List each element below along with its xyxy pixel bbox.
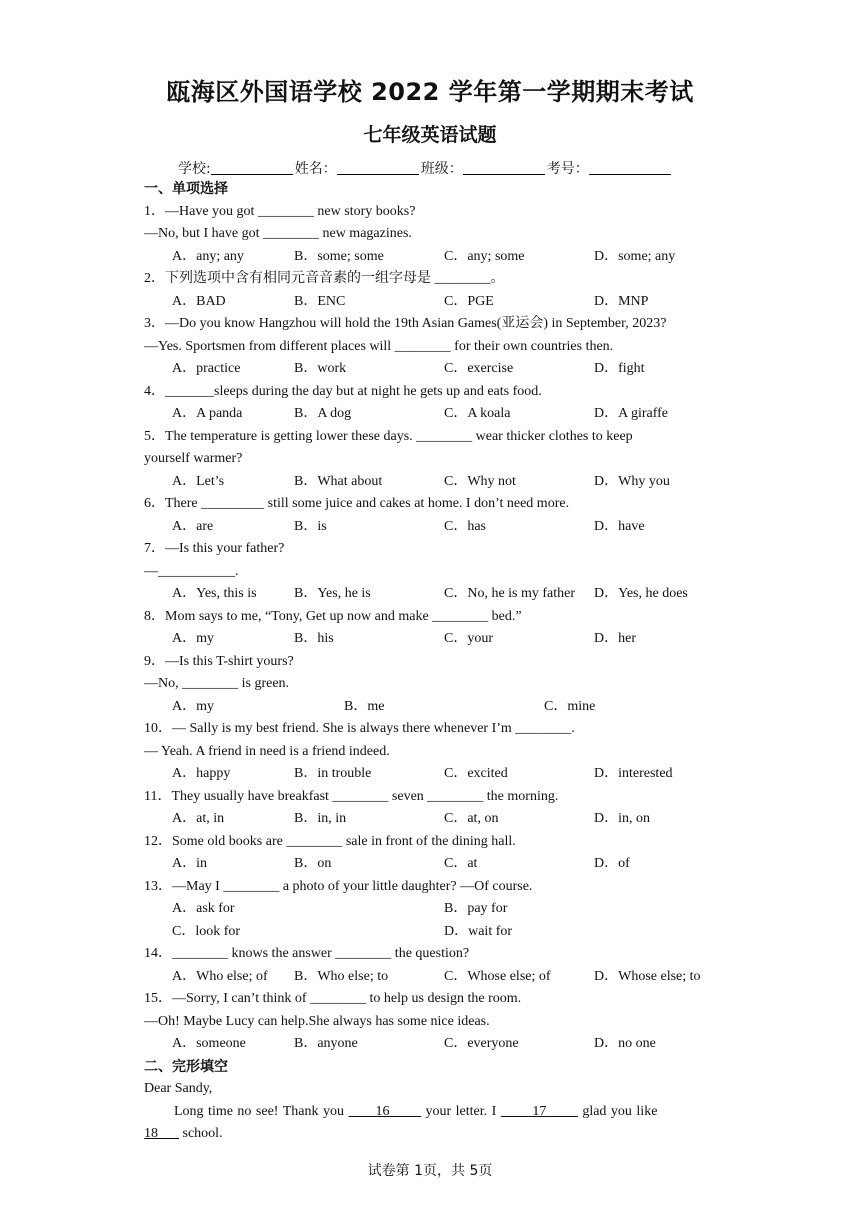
cloze-text: glad you like bbox=[582, 1103, 658, 1119]
cloze-paragraph-line bbox=[144, 1123, 724, 1146]
option-b[interactable]: B．his bbox=[294, 631, 334, 646]
question-text: 9．—Is this T-shirt yours? bbox=[144, 653, 294, 669]
question-text: 10．— Sally is my best friend. She is always there whenever I’m ________. bbox=[144, 721, 575, 736]
question-text: 2．下列选项中含有相同元音音素的一组字母是 ________。 bbox=[144, 271, 505, 286]
options-row bbox=[144, 358, 724, 381]
cloze-text: Long time no see! Thank you bbox=[174, 1103, 344, 1119]
option-c[interactable]: C．your bbox=[444, 631, 493, 646]
option-a[interactable]: A．BAD bbox=[172, 293, 226, 309]
option-d[interactable]: D．some; any bbox=[594, 248, 676, 264]
letter-greeting: Dear Sandy, bbox=[144, 1081, 213, 1096]
question-text: — Yeah. A friend in need is a friend indeed. bbox=[144, 743, 390, 759]
option-c[interactable]: C．exercise bbox=[444, 361, 514, 376]
option-c[interactable]: C．any; some bbox=[444, 248, 525, 264]
options-row bbox=[144, 921, 724, 944]
options-row bbox=[144, 583, 724, 606]
question-text: 12．Some old books are ________ sale in front of the dining hall. bbox=[144, 833, 516, 849]
option-a[interactable]: A．someone bbox=[172, 1036, 246, 1051]
option-d[interactable]: D．have bbox=[594, 518, 645, 534]
option-b[interactable]: B．work bbox=[294, 361, 347, 376]
options-row bbox=[144, 628, 724, 651]
option-c[interactable]: C．at bbox=[444, 856, 478, 871]
option-c[interactable]: C．at, on bbox=[444, 811, 499, 826]
question-text: 8．Mom says to me, “Tony, Get up now and make ________ bed.” bbox=[144, 608, 522, 624]
name-label: 姓名： bbox=[294, 161, 337, 177]
question-text: —___________. bbox=[144, 563, 239, 579]
option-b[interactable]: B．A dog bbox=[294, 406, 352, 421]
option-d[interactable]: D．no one bbox=[594, 1036, 656, 1051]
option-b[interactable]: B．on bbox=[294, 856, 332, 871]
option-d[interactable]: D．MNP bbox=[594, 293, 649, 309]
option-b[interactable]: B．is bbox=[294, 518, 327, 534]
option-a[interactable]: A．my bbox=[172, 631, 214, 646]
exam-subtitle: 七年级英语试题 bbox=[363, 124, 497, 146]
question-text: 13．—May I ________ a photo of your little daughter? —Of course. bbox=[144, 878, 533, 894]
cloze-text: school. bbox=[182, 1126, 223, 1141]
exam-content bbox=[144, 178, 724, 1146]
option-b[interactable]: B．in trouble bbox=[294, 766, 372, 781]
question-text: —No, ________ is green. bbox=[144, 676, 290, 691]
question-text: 6．There _________ still some juice and cakes at home. I don’t need more. bbox=[144, 496, 570, 511]
cloze-paragraph-line bbox=[144, 1101, 724, 1124]
option-c[interactable]: C．look for bbox=[172, 923, 241, 939]
cloze-blank-18[interactable]: 18 bbox=[144, 1126, 158, 1141]
option-d[interactable]: D．wait for bbox=[444, 923, 513, 939]
class-blank[interactable] bbox=[463, 160, 545, 175]
option-b[interactable]: B．Yes, he is bbox=[294, 586, 371, 601]
option-a[interactable]: A．at, in bbox=[172, 811, 225, 826]
option-c[interactable]: C．No, he is my father bbox=[444, 586, 576, 601]
options-row bbox=[144, 696, 724, 719]
options-row bbox=[144, 1033, 724, 1056]
option-d[interactable]: D．Why you bbox=[594, 473, 670, 489]
option-a[interactable]: A．happy bbox=[172, 766, 231, 781]
option-c[interactable]: C．Why not bbox=[444, 473, 516, 489]
option-d[interactable]: D．Whose else; to bbox=[594, 968, 701, 984]
option-b[interactable]: B．Who else; to bbox=[294, 968, 389, 984]
option-a[interactable]: A．any; any bbox=[172, 248, 244, 264]
options-row bbox=[144, 516, 724, 539]
question-text: 15．—Sorry, I can’t think of ________ to help us design the room. bbox=[144, 991, 522, 1006]
options-row bbox=[144, 808, 724, 831]
option-c[interactable]: C．excited bbox=[444, 766, 508, 781]
option-d[interactable]: D．interested bbox=[594, 766, 673, 781]
option-a[interactable]: A．in bbox=[172, 856, 207, 871]
name-blank[interactable] bbox=[337, 160, 419, 175]
question-text: 3．—Do you know Hangzhou will hold the 19th Asian Games(亚运会) in September, 2023? bbox=[144, 316, 667, 331]
option-b[interactable]: B．in, in bbox=[294, 811, 347, 826]
section-heading: 一、单项选择 bbox=[144, 181, 228, 197]
option-b[interactable]: B．What about bbox=[294, 473, 383, 489]
option-d[interactable]: D．Yes, he does bbox=[594, 586, 688, 601]
option-b[interactable]: B．anyone bbox=[294, 1036, 358, 1051]
exam-number-blank[interactable] bbox=[589, 160, 671, 175]
options-row bbox=[144, 853, 724, 876]
option-c[interactable]: C．has bbox=[444, 518, 486, 534]
option-a[interactable]: A．A panda bbox=[172, 406, 243, 421]
option-a[interactable]: A．Yes, this is bbox=[172, 586, 257, 601]
options-row bbox=[144, 291, 724, 314]
options-row bbox=[144, 966, 724, 989]
options-row bbox=[144, 246, 724, 269]
question-text: 14．________ knows the answer ________ the question? bbox=[144, 946, 470, 961]
cloze-blank-17[interactable]: 17 bbox=[532, 1103, 547, 1119]
option-a[interactable]: A．are bbox=[172, 518, 214, 534]
question-text: —No, but I have got ________ new magazines. bbox=[144, 226, 412, 241]
question-text: 5．The temperature is getting lower these days. ________ wear thicker clothes to keep bbox=[144, 428, 633, 444]
question-text: 4．_______sleeps during the day but at night he gets up and eats food. bbox=[144, 383, 542, 399]
cloze-blank-16[interactable]: 16 bbox=[375, 1103, 390, 1119]
options-row bbox=[144, 898, 724, 921]
section-heading: 二、完形填空 bbox=[144, 1058, 228, 1075]
option-a[interactable]: A．ask for bbox=[172, 901, 235, 916]
question-text: —Oh! Maybe Lucy can help.She always has some nice ideas. bbox=[144, 1013, 490, 1029]
option-d[interactable]: D．of bbox=[594, 856, 630, 871]
option-d[interactable]: D．fight bbox=[594, 361, 645, 376]
option-b[interactable]: B．pay for bbox=[444, 901, 508, 916]
option-c[interactable]: C．Whose else; of bbox=[444, 968, 551, 984]
option-d[interactable]: D．A giraffe bbox=[594, 406, 668, 421]
class-label: 班级： bbox=[420, 161, 463, 177]
option-c[interactable]: C．A koala bbox=[444, 406, 511, 421]
question-text: 1．—Have you got ________ new story books? bbox=[144, 203, 416, 219]
school-blank[interactable] bbox=[211, 160, 293, 175]
option-d[interactable]: D．her bbox=[594, 631, 636, 646]
option-a[interactable]: A．Let’s bbox=[172, 473, 225, 489]
option-b[interactable]: B．some; some bbox=[294, 248, 384, 264]
option-a[interactable]: A．Who else; of bbox=[172, 968, 268, 984]
options-row bbox=[144, 471, 724, 494]
options-row bbox=[144, 403, 724, 426]
question-text: 7．—Is this your father? bbox=[144, 541, 285, 556]
question-text: yourself warmer? bbox=[144, 451, 243, 466]
exam-title: 瓯海区外国语学校 2022 学年第一学期期末考试 bbox=[166, 78, 694, 106]
cloze-text: your letter. I bbox=[425, 1103, 497, 1119]
option-c[interactable]: C．PGE bbox=[444, 293, 494, 309]
school-label: 学校: bbox=[178, 161, 211, 177]
question-text: 11．They usually have breakfast ________ seven ________ the morning. bbox=[144, 788, 559, 804]
option-b[interactable]: B．ENC bbox=[294, 293, 346, 309]
question-text: —Yes. Sportsmen from different places will ________ for their own countries then. bbox=[144, 338, 614, 354]
option-c[interactable]: C．mine bbox=[544, 698, 596, 714]
option-a[interactable]: A．my bbox=[172, 698, 214, 714]
options-row bbox=[144, 763, 724, 786]
option-d[interactable]: D．in, on bbox=[594, 811, 650, 826]
exam-number-label: 考号： bbox=[546, 161, 589, 177]
option-b[interactable]: B．me bbox=[344, 698, 385, 714]
option-c[interactable]: C．everyone bbox=[444, 1036, 519, 1051]
option-a[interactable]: A．practice bbox=[172, 361, 241, 376]
page-footer: 试卷第 1页，共 5页 bbox=[367, 1163, 493, 1179]
student-info-line bbox=[178, 158, 673, 178]
